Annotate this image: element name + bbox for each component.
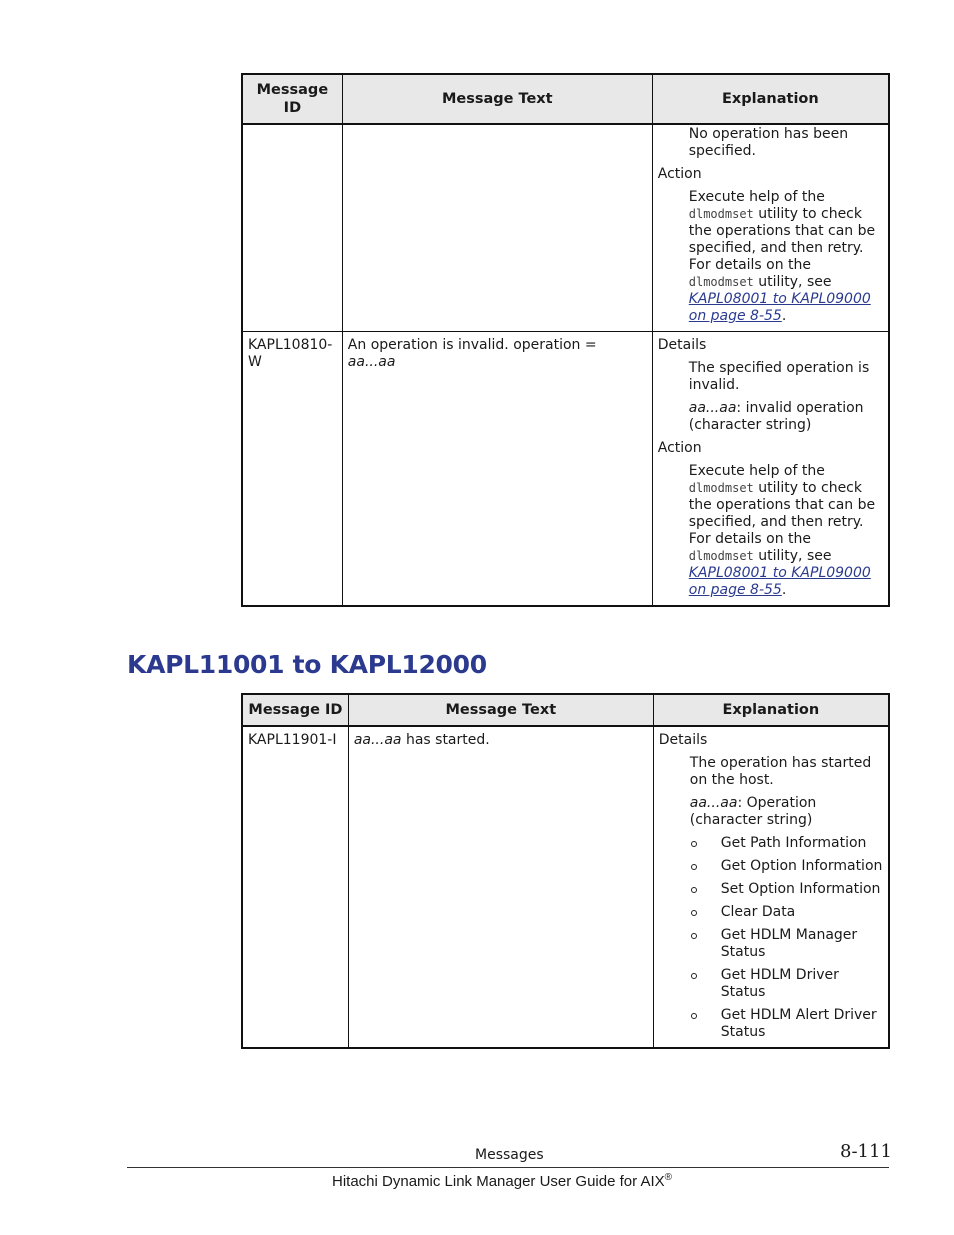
operation-list — [659, 835, 883, 1041]
book-title: Hitachi Dynamic Link Manager User Guide for AIX® — [332, 1172, 673, 1190]
details-label: Details — [657, 337, 707, 353]
variable: aa...aa — [353, 732, 402, 748]
cross-reference-link[interactable]: KAPL08001 to KAPL09000 on page 8-55 — [688, 291, 871, 324]
table-row — [242, 124, 889, 332]
variable: aa...aa — [347, 354, 396, 370]
details-text: No operation has been specified. — [688, 126, 849, 159]
list-item: Get HDLM Manager Status — [690, 927, 883, 961]
command-name: dlmodmset — [688, 207, 754, 221]
message-text-cell — [342, 124, 652, 332]
command-name: dlmodmset — [688, 481, 754, 495]
footer-section-name: Messages — [475, 1147, 544, 1163]
command-name: dlmodmset — [688, 549, 754, 563]
footer-divider — [127, 1167, 889, 1168]
details-text: The specified operation is invalid. — [688, 360, 870, 393]
message-id-cell — [242, 124, 342, 332]
variable-desc: aa...aa: Operation (character string) — [689, 795, 817, 828]
header-message-text: Message Text — [342, 74, 652, 124]
list-item: Get HDLM Driver Status — [690, 967, 883, 1001]
cross-reference-link[interactable]: KAPL08001 to KAPL09000 on page 8-55 — [688, 565, 871, 598]
message-id: KAPL10810-W — [248, 337, 333, 370]
explanation-cell — [653, 726, 889, 1048]
message-text-cell: aa...aa has started. — [348, 726, 653, 1048]
variable-desc: aa...aa: invalid operation (character string) — [688, 400, 864, 433]
list-item: Get HDLM Alert Driver Status — [690, 1007, 883, 1041]
message-id-cell — [242, 332, 342, 607]
details-label: Details — [658, 732, 708, 748]
action-text: Execute help of the dlmodmset utility to check the operations that can be specified, and then retry. For details on the dlmodmset utility, see KAPL08001 to KAPL09000 on page 8-55. — [688, 463, 876, 598]
list-item: Set Option Information — [690, 881, 883, 898]
message-text-cell: An operation is invalid. operation = aa...aa — [342, 332, 652, 607]
explanation-cell — [652, 124, 889, 332]
header-explanation: Explanation — [652, 74, 889, 124]
action-text: Execute help of the dlmodmset utility to check the operations that can be specified, and then retry. For details on the dlmodmset utility, see KAPL08001 to KAPL09000 on page 8-55. — [688, 189, 876, 324]
table-row — [242, 726, 889, 1048]
table-row — [242, 332, 889, 607]
command-name: dlmodmset — [688, 275, 754, 289]
explanation-cell — [652, 332, 889, 607]
message-id: KAPL11901-I — [248, 732, 337, 748]
message-id-cell — [242, 726, 348, 1048]
action-label: Action — [657, 166, 702, 182]
header-explanation: Explanation — [653, 694, 889, 726]
list-item: Get Option Information — [690, 858, 883, 875]
action-label: Action — [657, 440, 702, 456]
header-message-id: Message ID — [242, 74, 342, 124]
list-item: Get Path Information — [690, 835, 883, 852]
messages-table-continued — [241, 73, 890, 607]
page-number: 8-111 — [840, 1141, 892, 1162]
header-message-id: Message ID — [242, 694, 348, 726]
messages-table — [241, 693, 890, 1049]
registered-mark: ® — [664, 1172, 673, 1183]
section-heading: KAPL11001 to KAPL12000 — [127, 650, 487, 679]
details-text: The operation has started on the host. — [689, 755, 872, 788]
header-message-text: Message Text — [348, 694, 653, 726]
list-item: Clear Data — [690, 904, 883, 921]
